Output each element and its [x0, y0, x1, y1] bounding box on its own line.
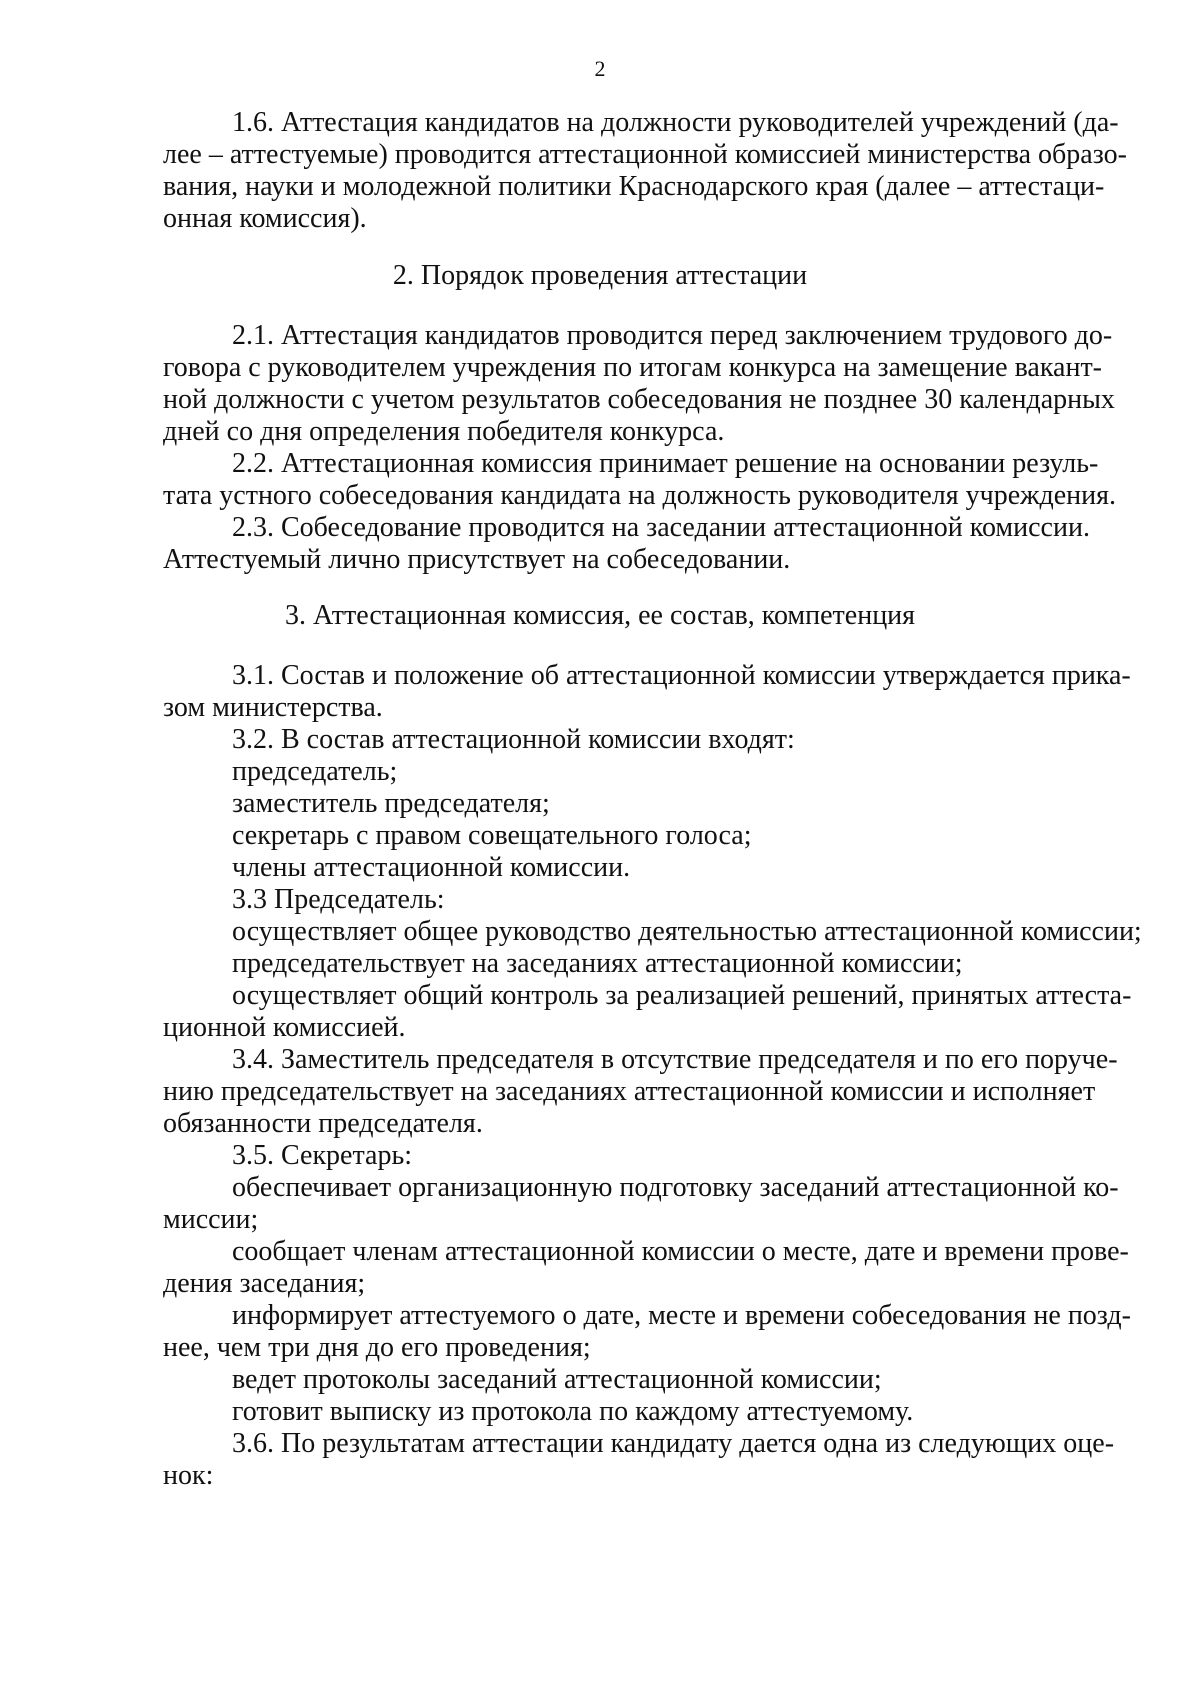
paragraph-2-1-line-3: ной должности с учетом результатов собеседования не позднее 30 календарных [163, 384, 1115, 415]
list-item: заместитель председателя; [232, 788, 550, 819]
section-3-heading: 3. Аттестационная комиссия, ее состав, компетенция [284, 600, 916, 631]
paragraph-3-4-line-3: обязанности председателя. [163, 1108, 483, 1139]
paragraph-3-5-item-2-line-2: дения заседания; [163, 1268, 366, 1299]
list-item: члены аттестационной комиссии. [232, 852, 631, 883]
section-2-heading: 2. Порядок проведения аттестации [392, 260, 808, 291]
paragraph-2-3-line-1: 2.3. Собеседование проводится на заседании аттестационной комиссии. [232, 512, 1090, 543]
paragraph-3-2-line-1: 3.2. В состав аттестационной комиссии входят: [232, 724, 795, 755]
paragraph-2-1-line-2: говора с руководителем учреждения по итогам конкурса на замещение вакант- [163, 352, 1102, 383]
paragraph-3-3-item-3-line-2: ционной комиссией. [163, 1012, 406, 1043]
paragraph-3-3-item-1: осуществляет общее руководство деятельностью аттестационной комиссии; [232, 916, 1142, 947]
paragraph-2-3-line-2: Аттестуемый лично присутствует на собеседовании. [163, 544, 791, 575]
paragraph-3-3-line-1: 3.3 Председатель: [232, 884, 445, 915]
list-item: секретарь с правом совещательного голоса; [232, 820, 752, 851]
paragraph-2-1-line-1: 2.1. Аттестация кандидатов проводится перед заключением трудового до- [232, 320, 1113, 351]
paragraph-3-5-item-2-line-1: сообщает членам аттестационной комиссии о месте, дате и времени прове- [232, 1236, 1129, 1267]
paragraph-3-4-line-1: 3.4. Заместитель председателя в отсутствие председателя и по его поруче- [232, 1044, 1118, 1075]
paragraph-3-5-item-4: ведет протоколы заседаний аттестационной комиссии; [232, 1364, 882, 1395]
paragraph-3-3-item-3-line-1: осуществляет общий контроль за реализацией решений, принятых аттеста- [232, 980, 1132, 1011]
paragraph-3-5-item-5: готовит выписку из протокола по каждому аттестуемому. [232, 1396, 914, 1427]
paragraph-3-3-item-2: председательствует на заседаниях аттестационной комиссии; [232, 948, 963, 979]
paragraph-1-6-line-4: онная комиссия). [163, 203, 367, 234]
paragraph-3-4-line-2: нию председательствует на заседаниях аттестационной комиссии и исполняет [163, 1076, 1096, 1107]
paragraph-1-6-line-3: вания, науки и молодежной политики Краснодарского края (далее – аттестаци- [163, 171, 1105, 202]
paragraph-2-1-line-4: дней со дня определения победителя конкурса. [163, 416, 725, 447]
paragraph-3-5-item-3-line-1: информирует аттестуемого о дате, месте и времени собеседования не позд- [232, 1300, 1131, 1331]
paragraph-3-1-line-1: 3.1. Состав и положение об аттестационной комиссии утверждается прика- [232, 660, 1131, 691]
page-number: 2 [594, 56, 606, 81]
paragraph-2-2-line-2: тата устного собеседования кандидата на должность руководителя учреждения. [163, 480, 1117, 511]
paragraph-3-1-line-2: зом министерства. [163, 692, 383, 723]
paragraph-1-6-line-1: 1.6. Аттестация кандидатов на должности руководителей учреждений (да- [232, 107, 1119, 138]
paragraph-3-5-item-3-line-2: нее, чем три дня до его проведения; [163, 1332, 591, 1363]
paragraph-3-6-line-1: 3.6. По результатам аттестации кандидату дается одна из следующих оце- [232, 1428, 1115, 1459]
paragraph-1-6-line-2: лее – аттестуемые) проводится аттестационной комиссией министерства образо- [163, 139, 1127, 170]
paragraph-3-5-item-1-line-2: миссии; [163, 1204, 259, 1235]
paragraph-3-6-line-2: нок: [163, 1460, 214, 1491]
paragraph-3-5-line-1: 3.5. Секретарь: [232, 1140, 413, 1171]
paragraph-3-5-item-1-line-1: обеспечивает организационную подготовку заседаний аттестационной ко- [232, 1172, 1119, 1203]
list-item: председатель; [232, 756, 398, 787]
paragraph-2-2-line-1: 2.2. Аттестационная комиссия принимает решение на основании резуль- [232, 448, 1099, 479]
